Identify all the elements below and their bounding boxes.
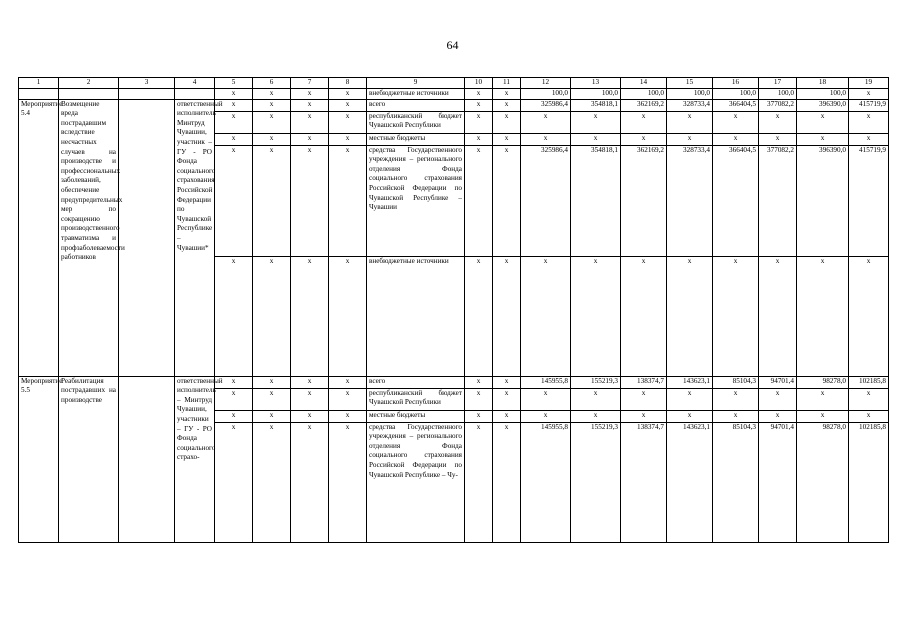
event-code: Мероприятие 5.5 <box>19 376 59 542</box>
value-cell: x <box>571 133 621 145</box>
value-cell: x <box>713 256 759 376</box>
x-mark: x <box>253 111 291 133</box>
value-cell: x <box>521 111 571 133</box>
value-cell: x <box>571 256 621 376</box>
empty-cell <box>19 89 59 100</box>
value-cell: 100,0 <box>571 89 621 100</box>
x-mark: x <box>493 376 521 388</box>
x-mark: x <box>465 256 493 376</box>
value-cell: 155219,3 <box>571 376 621 388</box>
x-mark: x <box>329 410 367 422</box>
value-cell: x <box>849 89 889 100</box>
value-cell: x <box>571 410 621 422</box>
value-cell: 100,0 <box>759 89 797 100</box>
source-label: республиканский бюджет Чувашской Республики <box>367 388 465 410</box>
value-cell: 415719,9 <box>849 99 889 111</box>
column-header: 19 <box>849 78 889 89</box>
value-cell: x <box>759 111 797 133</box>
table-row <box>19 89 889 100</box>
value-cell: x <box>759 256 797 376</box>
value-cell: x <box>621 256 667 376</box>
x-mark: x <box>215 256 253 376</box>
x-mark: x <box>291 99 329 111</box>
source-label: средства Государственного учреждения – регионального отделения Фонда социального страхования Российской Федерации по Чувашской Республике – Чувашии <box>367 145 465 256</box>
table-row <box>19 376 889 388</box>
column-header: 12 <box>521 78 571 89</box>
value-cell: 325986,4 <box>521 145 571 256</box>
value-cell: 328733,4 <box>667 99 713 111</box>
x-mark: x <box>215 133 253 145</box>
value-cell: 396390,0 <box>797 99 849 111</box>
value-cell: 354818,1 <box>571 99 621 111</box>
value-cell: 98278,0 <box>797 422 849 542</box>
value-cell: x <box>849 133 889 145</box>
table-row <box>19 99 889 111</box>
column-header: 8 <box>329 78 367 89</box>
value-cell: x <box>713 410 759 422</box>
x-mark: x <box>493 410 521 422</box>
x-mark: x <box>291 376 329 388</box>
column-header: 14 <box>621 78 667 89</box>
value-cell: 143623,1 <box>667 376 713 388</box>
value-cell: 94701,4 <box>759 376 797 388</box>
value-cell: 100,0 <box>797 89 849 100</box>
value-cell: x <box>667 410 713 422</box>
value-cell: x <box>621 111 667 133</box>
column-header: 11 <box>493 78 521 89</box>
source-label: средства Государственного учреждения – регионального отделения Фонда социального страхования Российской Федерации по Чувашской Республике – Чу- <box>367 422 465 542</box>
x-mark: x <box>465 133 493 145</box>
value-cell: x <box>849 256 889 376</box>
x-mark: x <box>465 388 493 410</box>
column-header: 1 <box>19 78 59 89</box>
x-mark: x <box>253 99 291 111</box>
value-cell: x <box>849 410 889 422</box>
empty-cell <box>59 89 119 100</box>
value-cell: x <box>797 388 849 410</box>
column-header: 4 <box>175 78 215 89</box>
value-cell: x <box>667 388 713 410</box>
value-cell: x <box>667 256 713 376</box>
value-cell: x <box>797 111 849 133</box>
column-header: 17 <box>759 78 797 89</box>
column-header: 3 <box>119 78 175 89</box>
value-cell: 102185,8 <box>849 376 889 388</box>
value-cell: x <box>849 111 889 133</box>
value-cell: x <box>849 388 889 410</box>
value-cell: x <box>759 410 797 422</box>
value-cell: 366404,5 <box>713 145 759 256</box>
empty-cell <box>175 89 215 100</box>
column-header: 6 <box>253 78 291 89</box>
x-mark: x <box>465 422 493 542</box>
value-cell: x <box>571 388 621 410</box>
source-label: внебюджетные источники <box>367 89 465 100</box>
value-cell: 100,0 <box>713 89 759 100</box>
x-mark: x <box>253 256 291 376</box>
x-mark: x <box>291 422 329 542</box>
column-header: 2 <box>59 78 119 89</box>
x-mark: x <box>493 133 521 145</box>
x-mark: x <box>329 99 367 111</box>
x-mark: x <box>291 133 329 145</box>
page-number: 64 <box>446 38 459 52</box>
source-label: местные бюджеты <box>367 410 465 422</box>
x-mark: x <box>291 145 329 256</box>
x-mark: x <box>215 99 253 111</box>
value-cell: 85104,3 <box>713 422 759 542</box>
x-mark: x <box>329 145 367 256</box>
value-cell: x <box>759 133 797 145</box>
value-cell: 145955,8 <box>521 422 571 542</box>
value-cell: 102185,8 <box>849 422 889 542</box>
event-code: Мероприятие 5.4 <box>19 99 59 376</box>
column-header: 10 <box>465 78 493 89</box>
value-cell: x <box>797 256 849 376</box>
empty-cell <box>119 376 175 542</box>
x-mark: x <box>493 99 521 111</box>
value-cell: x <box>667 133 713 145</box>
value-cell: 143623,1 <box>667 422 713 542</box>
x-mark: x <box>329 422 367 542</box>
column-header: 5 <box>215 78 253 89</box>
x-mark: x <box>329 133 367 145</box>
x-mark: x <box>493 145 521 256</box>
x-mark: x <box>329 256 367 376</box>
x-mark: x <box>291 256 329 376</box>
value-cell: 362169,2 <box>621 145 667 256</box>
value-cell: 138374,7 <box>621 422 667 542</box>
x-mark: x <box>253 133 291 145</box>
x-mark: x <box>465 99 493 111</box>
column-header: 18 <box>797 78 849 89</box>
value-cell: x <box>621 410 667 422</box>
value-cell: 328733,4 <box>667 145 713 256</box>
x-mark: x <box>215 422 253 542</box>
column-header: 16 <box>713 78 759 89</box>
value-cell: x <box>759 388 797 410</box>
empty-cell <box>119 89 175 100</box>
source-label: внебюджетные источники <box>367 256 465 376</box>
source-label: местные бюджеты <box>367 133 465 145</box>
x-mark: x <box>253 145 291 256</box>
value-cell: x <box>521 133 571 145</box>
value-cell: 354818,1 <box>571 145 621 256</box>
source-label: всего <box>367 376 465 388</box>
event-responsible: ответственный исполнитель – Минтруд Чувашии, участники – ГУ - РО Фонда социального страхо- <box>175 376 215 542</box>
value-cell: 145955,8 <box>521 376 571 388</box>
value-cell: 100,0 <box>667 89 713 100</box>
x-mark: x <box>215 376 253 388</box>
value-cell: x <box>571 111 621 133</box>
x-mark: x <box>215 89 253 100</box>
value-cell: 100,0 <box>521 89 571 100</box>
x-mark: x <box>329 89 367 100</box>
x-mark: x <box>493 422 521 542</box>
empty-cell <box>119 99 175 376</box>
x-mark: x <box>329 111 367 133</box>
x-mark: x <box>465 111 493 133</box>
value-cell: 325986,4 <box>521 99 571 111</box>
value-cell: 366404,5 <box>713 99 759 111</box>
value-cell: x <box>621 133 667 145</box>
value-cell: x <box>621 388 667 410</box>
x-mark: x <box>465 410 493 422</box>
value-cell: x <box>521 388 571 410</box>
value-cell: x <box>713 133 759 145</box>
value-cell: 94701,4 <box>759 422 797 542</box>
x-mark: x <box>493 89 521 100</box>
x-mark: x <box>291 111 329 133</box>
value-cell: x <box>797 133 849 145</box>
value-cell: 415719,9 <box>849 145 889 256</box>
x-mark: x <box>215 111 253 133</box>
x-mark: x <box>329 388 367 410</box>
x-mark: x <box>253 410 291 422</box>
x-mark: x <box>493 388 521 410</box>
x-mark: x <box>291 410 329 422</box>
value-cell: 396390,0 <box>797 145 849 256</box>
value-cell: 155219,3 <box>571 422 621 542</box>
value-cell: 98278,0 <box>797 376 849 388</box>
value-cell: x <box>521 410 571 422</box>
value-cell: 362169,2 <box>621 99 667 111</box>
x-mark: x <box>291 89 329 100</box>
x-mark: x <box>253 89 291 100</box>
x-mark: x <box>493 111 521 133</box>
column-header: 15 <box>667 78 713 89</box>
x-mark: x <box>493 256 521 376</box>
value-cell: 85104,3 <box>713 376 759 388</box>
x-mark: x <box>253 422 291 542</box>
value-cell: x <box>713 111 759 133</box>
column-header: 13 <box>571 78 621 89</box>
column-header: 9 <box>367 78 465 89</box>
program-table <box>18 77 889 543</box>
column-header: 7 <box>291 78 329 89</box>
source-label: всего <box>367 99 465 111</box>
x-mark: x <box>291 388 329 410</box>
source-label: республиканский бюджет Чувашской Республики <box>367 111 465 133</box>
x-mark: x <box>215 410 253 422</box>
value-cell: x <box>521 256 571 376</box>
x-mark: x <box>465 376 493 388</box>
x-mark: x <box>215 388 253 410</box>
x-mark: x <box>253 376 291 388</box>
column-header-row <box>19 78 889 89</box>
x-mark: x <box>465 89 493 100</box>
value-cell: 377082,2 <box>759 99 797 111</box>
value-cell: 138374,7 <box>621 376 667 388</box>
x-mark: x <box>215 145 253 256</box>
value-cell: 100,0 <box>621 89 667 100</box>
event-name: Возмещение вреда пострадавшим вследствие несчастных случаев на производстве и профессиональных заболеваний, обеспечение предупредительных мер по сокращению производственного травматизма и профзаболеваемости работников <box>59 99 119 376</box>
x-mark: x <box>329 376 367 388</box>
x-mark: x <box>253 388 291 410</box>
event-name: Реабилитация пострадавших на производстве <box>59 376 119 542</box>
x-mark: x <box>465 145 493 256</box>
value-cell: x <box>667 111 713 133</box>
value-cell: x <box>713 388 759 410</box>
event-responsible: ответственный исполнитель Минтруд Чувашии, участник – ГУ - РО Фонда социального страхования Российской Федерации по Чувашской Республике – Чувашии* <box>175 99 215 376</box>
value-cell: x <box>797 410 849 422</box>
value-cell: 377082,2 <box>759 145 797 256</box>
